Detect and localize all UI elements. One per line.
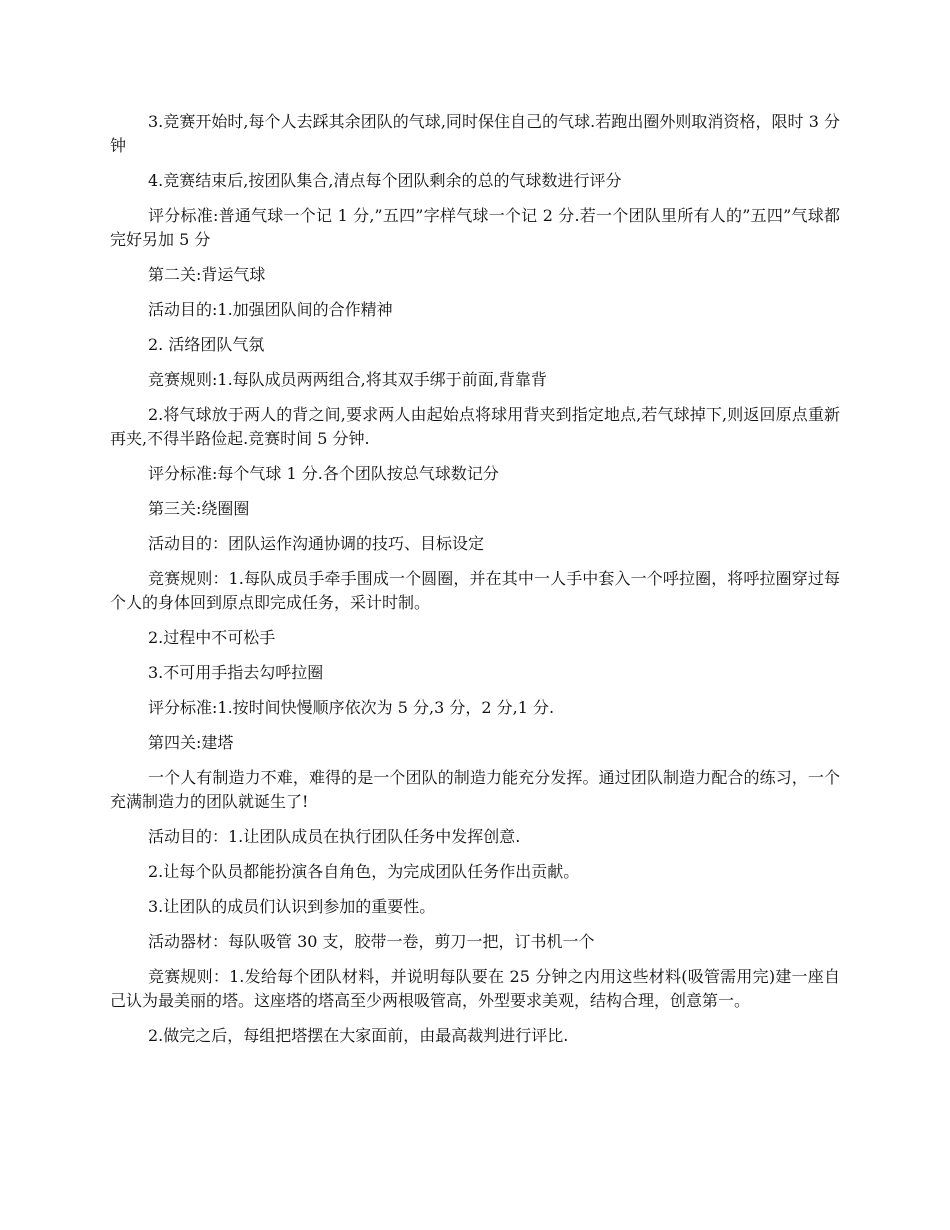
paragraph-purpose-4-2: 2.让每个队员都能扮演各自角色，为完成团队任务作出贡献。 xyxy=(148,862,580,881)
paragraph-purpose-4-1: 活动目的：1.让团队成员在执行团队任务中发挥创意. xyxy=(148,827,521,846)
paragraph-rules-3-2: 2.过程中不可松手 xyxy=(148,628,276,647)
paragraph-purpose-3: 活动目的：团队运作沟通协调的技巧、目标设定 xyxy=(148,534,485,553)
paragraph-equipment-4: 活动器材：每队吸管 30 支，胶带一卷，剪刀一把，订书机一个 xyxy=(148,932,595,951)
paragraph-scoring-2: 评分标准:每个气球 1 分.各个团队按总气球数记分 xyxy=(148,464,499,483)
heading-level-4: 第四关:建塔 xyxy=(148,733,234,752)
paragraph-purpose-2-1: 活动目的:1.加强团队间的合作精神 xyxy=(148,300,393,319)
paragraph-rule-3: 3.竞赛开始时,每个人去踩其余团队的气球,同时保住自己的气球.若跑出圈外则取消资格，限时 3 分钟 xyxy=(110,112,840,155)
paragraph-purpose-4-3: 3.让团队的成员们认识到参加的重要性。 xyxy=(148,897,436,916)
paragraph-rules-2-1: 竞赛规则:1.每队成员两两组合,将其双手绑于前面,背靠背 xyxy=(148,370,547,389)
paragraph-intro-4: 一个人有制造力不难，难得的是一个团队的制造力能充分发挥。通过团队制造力配合的练习，一个充满制造力的团队就诞生了! xyxy=(110,768,840,811)
document-body xyxy=(110,110,840,1059)
paragraph-scoring-1: 评分标准:普通气球一个记 1 分,”五四”字样气球一个记 2 分.若一个团队里所有人的”五四”气球都完好另加 5 分 xyxy=(110,206,840,249)
paragraph-purpose-2-2: 2. 活络团队气氛 xyxy=(148,335,265,354)
paragraph-rules-4-1: 竞赛规则：1.发给每个团队材料，并说明每队要在 25 分钟之内用这些材料(吸管需用完)建一座自己认为最美丽的塔。这座塔的塔高至少两根吸管高，外型要求美观，结构合理，创意第一。 xyxy=(110,967,840,1010)
paragraph-rules-2-2: 2.将气球放于两人的背之间,要求两人由起始点将球用背夹到指定地点,若气球掉下,则返回原点重新再夹,不得半路俭起.竞赛时间 5 分钟. xyxy=(110,405,840,448)
paragraph-rule-4: 4.竞赛结束后,按团队集合,清点每个团队剩余的总的气球数进行评分 xyxy=(148,171,622,190)
paragraph-rules-3-1: 竞赛规则：1.每队成员手牵手围成一个圆圈，并在其中一人手中套入一个呼拉圈，将呼拉圈穿过每个人的身体回到原点即完成任务，采计时制。 xyxy=(110,569,840,612)
paragraph-rules-4-2: 2.做完之后，每组把塔摆在大家面前，由最高裁判进行评比. xyxy=(148,1026,569,1045)
heading-level-3: 第三关:绕圈圈 xyxy=(148,499,250,518)
heading-level-2: 第二关:背运气球 xyxy=(148,265,266,284)
paragraph-rules-3-3: 3.不可用手指去勾呼拉圈 xyxy=(148,663,324,682)
paragraph-scoring-3: 评分标准:1.按时间快慢顺序依次为 5 分,3 分，2 分,1 分. xyxy=(148,698,555,717)
